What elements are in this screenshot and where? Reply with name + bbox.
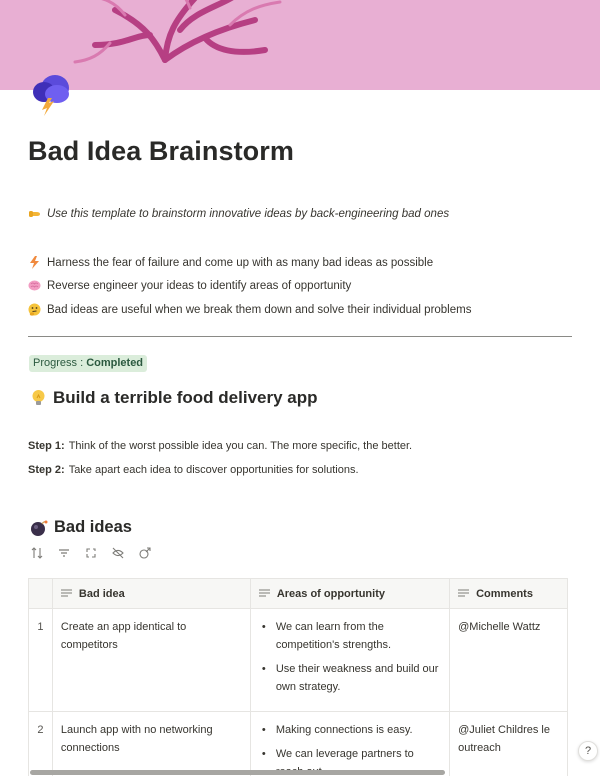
progress-value: Completed [86, 357, 144, 369]
light-bulb-icon [30, 389, 47, 407]
row-number: 2 [29, 712, 53, 776]
template-callout [28, 207, 449, 220]
share-icon[interactable] [138, 546, 152, 560]
page-title: Bad Idea Brainstorm [28, 136, 294, 166]
challenge-heading [30, 388, 318, 408]
expand-icon[interactable] [84, 546, 98, 560]
table-row[interactable] [29, 609, 568, 712]
brain-icon [28, 279, 41, 292]
help-button[interactable]: ? [578, 741, 598, 761]
bad-ideas-title: Bad ideas [54, 518, 132, 536]
thinking-face-icon [28, 303, 41, 316]
callout-text: Use this template to brainstorm innovative ideas by back-engineering bad ones [47, 207, 450, 220]
step-2 [28, 464, 359, 476]
pointing-hand-icon [28, 207, 41, 220]
filter-icon[interactable] [57, 546, 71, 560]
sort-icon[interactable] [30, 546, 44, 560]
principle-text: Bad ideas are useful when we break them down and solve their individual problems [47, 303, 472, 316]
bad-idea-cell[interactable]: Launch app with no networking connections [52, 712, 250, 776]
table-header-row [29, 579, 568, 609]
principle-text: Reverse engineer your ideas to identify areas of opportunity [47, 279, 352, 292]
divider [28, 336, 572, 337]
coral-cover-image [55, 0, 295, 70]
opportunity-cell[interactable] [250, 609, 449, 712]
opportunity-item: • We can learn from the competition's strengths. [259, 618, 441, 654]
step-label: Step 1: [28, 440, 65, 452]
principle-text: Harness the fear of failure and come up with as many bad ideas as possible [47, 256, 434, 269]
text-property-icon [61, 589, 72, 599]
principle-item [28, 303, 471, 316]
principle-item [28, 256, 433, 269]
bad-ideas-table[interactable] [28, 578, 568, 776]
opportunity-item: • Use their weakness and build our own strategy. [259, 660, 441, 696]
comment-cell[interactable]: @Juliet Childres le outreach [450, 712, 568, 776]
brainstorm-cloud-icon[interactable] [28, 70, 74, 116]
opportunity-cell[interactable] [250, 712, 449, 776]
text-property-icon [458, 589, 469, 599]
text-property-icon [259, 589, 270, 599]
column-header-label: Areas of opportunity [276, 587, 385, 600]
step-text: Think of the worst possible idea you can. The more specific, the better. [68, 440, 413, 452]
bad-ideas-heading [30, 518, 132, 537]
table-row[interactable] [29, 712, 568, 776]
horizontal-scrollbar[interactable] [30, 770, 445, 775]
principle-item [28, 279, 351, 292]
step-label: Step 2: [28, 464, 65, 476]
row-number-header [29, 579, 53, 609]
step-1 [28, 440, 412, 452]
step-text: Take apart each idea to discover opportunities for solutions. [68, 464, 359, 476]
opportunity-item: • Making connections is easy. [259, 721, 441, 739]
column-header-comments[interactable] [450, 579, 568, 609]
lightning-icon [28, 256, 41, 269]
comment-cell[interactable]: @Michelle Wattz [450, 609, 568, 712]
challenge-title: Build a terrible food delivery app [53, 388, 318, 407]
bad-idea-cell[interactable]: Create an app identical to competitors [52, 609, 250, 712]
page-cover[interactable] [0, 0, 600, 90]
column-header-label: Comments [476, 587, 533, 600]
opportunity-item: • We can leverage partners to [259, 745, 441, 776]
progress-badge[interactable] [29, 355, 147, 372]
bomb-icon [30, 519, 48, 537]
progress-label: Progress : [33, 357, 87, 369]
hide-icon[interactable] [111, 546, 125, 560]
database-toolbar [30, 546, 152, 560]
column-header-label: Bad idea [78, 587, 125, 600]
column-header-bad-idea[interactable] [52, 579, 250, 609]
column-header-areas[interactable] [250, 579, 449, 609]
row-number: 1 [29, 609, 53, 712]
